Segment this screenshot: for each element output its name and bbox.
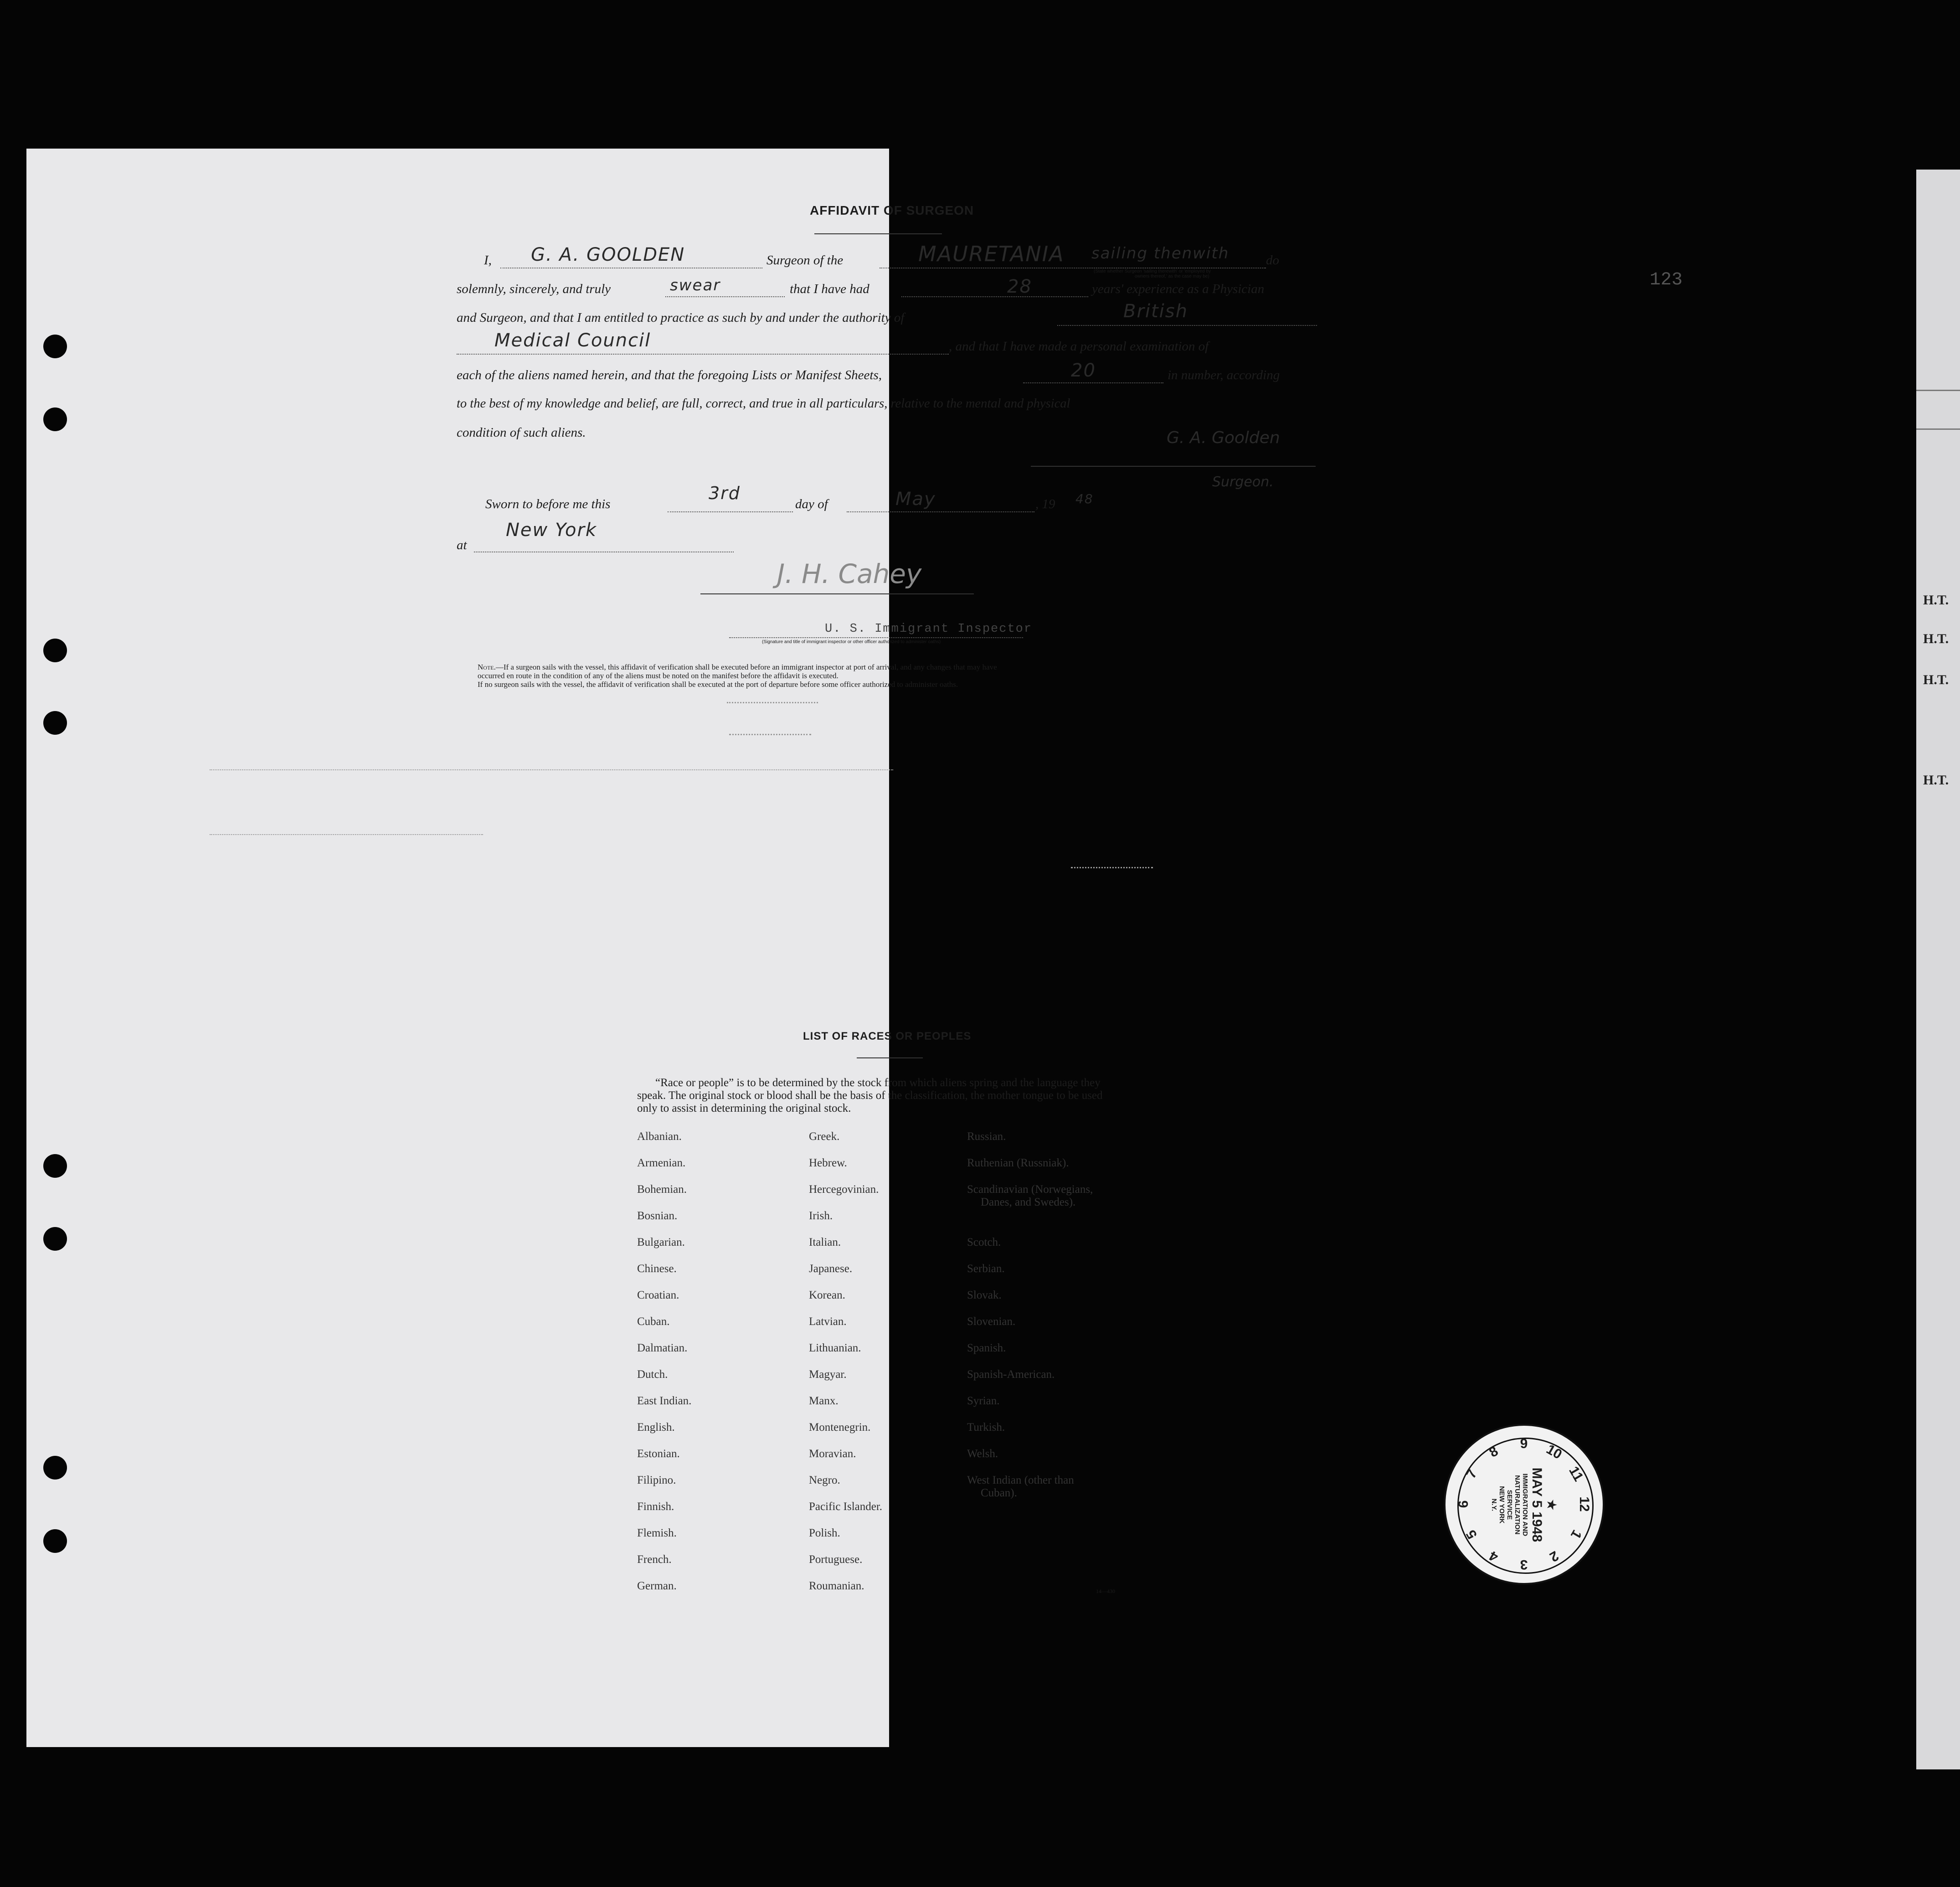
month-blank bbox=[847, 511, 1034, 512]
authority-1: British bbox=[1123, 301, 1188, 322]
star-icon: ★ bbox=[1544, 1498, 1559, 1511]
title-rule bbox=[814, 233, 942, 234]
document-page bbox=[26, 149, 889, 1747]
race-item-line: Danes, and Swedes). bbox=[981, 1196, 1076, 1208]
text-surgeon-of: Surgeon of the bbox=[767, 253, 844, 268]
text-each-alien: each of the aliens named herein, and that the foregoing Lists or Manifest Sheets, bbox=[457, 368, 882, 382]
stamp-line: SERVICE bbox=[1506, 1490, 1514, 1520]
inspector-signature-line bbox=[700, 593, 974, 594]
stamp-line: IMMIGRATION AND bbox=[1521, 1473, 1529, 1536]
adjacent-page-edge bbox=[1916, 170, 1960, 1769]
text-i: I, bbox=[484, 253, 492, 268]
race-item: Russian. bbox=[967, 1130, 1006, 1143]
text-solemnly: solemnly, sincerely, and truly bbox=[457, 282, 611, 296]
inspector-label: U. S. Immigrant Inspector bbox=[825, 622, 1033, 636]
sworn-day: 3rd bbox=[709, 483, 741, 503]
race-item: Croatian. bbox=[637, 1289, 679, 1301]
race-item: Finnish. bbox=[637, 1500, 674, 1513]
state-whether-note: (State whether Surgeon 'sailing therewith' or 'employed by bbox=[1094, 269, 1211, 274]
race-item: Turkish. bbox=[967, 1421, 1005, 1433]
authority-blank-1 bbox=[1057, 325, 1317, 326]
stamp-hour: 9 bbox=[1520, 1436, 1528, 1451]
authority-2: Medical Council bbox=[494, 330, 651, 351]
punch-hole bbox=[43, 711, 67, 735]
surgeon-signature: G. A. Goolden bbox=[1167, 428, 1280, 447]
race-item: Pacific Islander. bbox=[809, 1500, 883, 1513]
punch-hole bbox=[43, 1529, 67, 1553]
edge-mark: H.T. bbox=[1923, 773, 1949, 788]
faint-marks bbox=[727, 702, 818, 703]
races-title-rule bbox=[857, 1057, 923, 1058]
race-item: Portuguese. bbox=[809, 1553, 863, 1566]
vessel-name: MAURETANIA bbox=[918, 242, 1065, 266]
race-item: Latvian. bbox=[809, 1315, 847, 1328]
race-item: Slovak. bbox=[967, 1289, 1002, 1301]
note-line-2: occurred en route in the condition of any of the aliens must be noted on the manifest before the affidavit is executed. bbox=[478, 671, 839, 680]
faint-marks bbox=[210, 834, 483, 835]
stamp-hour: 12 bbox=[1577, 1496, 1592, 1512]
race-item: Italian. bbox=[809, 1236, 841, 1248]
race-item-line: Scandinavian (Norwegians, bbox=[967, 1183, 1093, 1196]
race-item: English. bbox=[637, 1421, 675, 1433]
race-item: Cuban. bbox=[637, 1315, 670, 1328]
race-item: Welsh. bbox=[967, 1448, 998, 1460]
race-item: Spanish-American. bbox=[967, 1368, 1055, 1381]
text-and-surgeon: and Surgeon, and that I am entitled to practice as such by and under the authority of bbox=[457, 310, 905, 325]
note-text-1: —If a surgeon sails with the vessel, this affidavit of verification shall be executed before an immigrant inspector at port of arrival, and any changes that may have bbox=[495, 663, 997, 671]
edge-divider bbox=[1916, 390, 1960, 391]
note-line-3: If no surgeon sails with the vessel, the affidavit of verification shall be executed at the port of departure before some officer authorized to administer oaths. bbox=[478, 680, 958, 689]
faint-marks bbox=[1071, 867, 1153, 868]
stamp-hour: 10 bbox=[1543, 1441, 1564, 1462]
note-lead: Note. bbox=[478, 663, 496, 671]
text-year-prefix: , 19 bbox=[1035, 497, 1055, 511]
race-item: Scotch. bbox=[967, 1236, 1001, 1248]
punch-hole bbox=[43, 335, 67, 358]
race-item: Chinese. bbox=[637, 1263, 677, 1275]
race-item: Dutch. bbox=[637, 1368, 668, 1381]
race-item: Greek. bbox=[809, 1130, 840, 1143]
race-item: Filipino. bbox=[637, 1474, 676, 1486]
sworn-place: New York bbox=[506, 520, 597, 541]
stamp-hour: 6 bbox=[1456, 1500, 1471, 1508]
sheets-count: 20 bbox=[1071, 360, 1096, 381]
race-item: Spanish. bbox=[967, 1342, 1006, 1354]
race-item: Bohemian. bbox=[637, 1183, 687, 1196]
owners-note: owners thereof,' as the case may be) bbox=[1135, 274, 1209, 279]
race-item: Irish. bbox=[809, 1210, 833, 1222]
authority-blank-2 bbox=[457, 354, 949, 355]
race-item: Armenian. bbox=[637, 1157, 686, 1169]
inspector-label-line bbox=[729, 637, 1023, 638]
edge-mark: H.T. bbox=[1923, 631, 1949, 646]
races-intro-text: “Race or people” is to be determined by the stock from which aliens spring and the language they speak. The original stock or blood shall be the basis of the classification, the mother tongue to be used only to assist in determining the original stock. bbox=[637, 1077, 1103, 1114]
faint-marks bbox=[729, 734, 811, 735]
stamp-text bbox=[1491, 1467, 1559, 1542]
punch-hole bbox=[43, 1456, 67, 1480]
stamp-date: MAY 5 1948 bbox=[1529, 1467, 1545, 1542]
text-do: do bbox=[1266, 253, 1279, 268]
race-item: Syrian. bbox=[967, 1395, 1000, 1407]
punch-hole bbox=[43, 1227, 67, 1251]
stamp-line: NEW YORK bbox=[1498, 1485, 1506, 1524]
race-item: Flemish. bbox=[637, 1527, 677, 1539]
race-item: Negro. bbox=[809, 1474, 840, 1486]
races-intro bbox=[637, 1077, 1122, 1115]
text-have-had: that I have had bbox=[790, 282, 869, 296]
race-item: Manx. bbox=[809, 1395, 839, 1407]
punch-hole bbox=[43, 1154, 67, 1178]
oath-blank bbox=[665, 296, 785, 297]
sworn-month: May bbox=[895, 489, 936, 510]
race-item: Albanian. bbox=[637, 1130, 682, 1143]
stamp-hour: 7 bbox=[1463, 1467, 1480, 1481]
edge-mark: H.T. bbox=[1923, 672, 1949, 687]
day-blank bbox=[668, 511, 793, 512]
form-number: 14—430 bbox=[1096, 1588, 1115, 1594]
edge-mark: H.T. bbox=[1923, 593, 1949, 608]
surgeon-title: Surgeon. bbox=[1212, 474, 1274, 490]
race-item: Ruthenian (Russniak). bbox=[967, 1157, 1069, 1169]
races-title: LIST OF RACES OR PEOPLES bbox=[803, 1030, 972, 1042]
sailing-status: sailing thenwith bbox=[1091, 244, 1230, 263]
text-day-of: day of bbox=[795, 497, 828, 511]
race-item-scandinavian bbox=[967, 1183, 1093, 1236]
stamp-line: NATURALIZATION bbox=[1513, 1475, 1522, 1535]
stamp-hour: 5 bbox=[1463, 1527, 1480, 1542]
stamp-hour: 3 bbox=[1520, 1557, 1528, 1572]
stamp-hour: 4 bbox=[1487, 1548, 1501, 1565]
race-item: Estonian. bbox=[637, 1448, 680, 1460]
race-item: Bulgarian. bbox=[637, 1236, 685, 1248]
race-item: Korean. bbox=[809, 1289, 845, 1301]
race-item: Polish. bbox=[809, 1527, 840, 1539]
race-item: Slovenian. bbox=[967, 1315, 1016, 1328]
race-item: Bosnian. bbox=[637, 1210, 678, 1222]
race-item: Lithuanian. bbox=[809, 1342, 861, 1354]
races-column-1 bbox=[637, 1130, 691, 1606]
punch-hole bbox=[43, 639, 67, 662]
race-item: Hebrew. bbox=[809, 1157, 847, 1169]
text-in-number: in number, according bbox=[1168, 368, 1280, 382]
sheets-blank bbox=[1023, 382, 1163, 383]
inspector-sublabel: (Signature and title of immigrant inspector or other officer authorized to administer oaths) bbox=[762, 639, 941, 644]
races-column-2 bbox=[809, 1130, 882, 1606]
stamp-hour: 8 bbox=[1487, 1443, 1501, 1460]
faint-marks bbox=[210, 769, 893, 770]
race-item: Magyar. bbox=[809, 1368, 847, 1381]
inspector-signature: J. H. Cahey bbox=[777, 558, 922, 589]
race-item: Roumanian. bbox=[809, 1580, 864, 1592]
stamp-center bbox=[1486, 1466, 1563, 1543]
text-best-knowledge: to the best of my knowledge and belief, are full, correct, and true in all particulars, relative to the mental and physical bbox=[457, 397, 1070, 411]
race-item: Hercegovinian. bbox=[809, 1183, 879, 1196]
race-item: French. bbox=[637, 1553, 672, 1566]
page-number: 123 bbox=[1650, 270, 1683, 290]
immigration-date-stamp bbox=[1444, 1424, 1605, 1585]
stamp-hour: 11 bbox=[1566, 1464, 1586, 1484]
race-item: Dalmatian. bbox=[637, 1342, 688, 1354]
race-item: Montenegrin. bbox=[809, 1421, 871, 1433]
signature-line bbox=[1031, 466, 1316, 467]
text-years-experience: years' experience as a Physician bbox=[1092, 282, 1265, 296]
race-item: Serbian. bbox=[967, 1263, 1005, 1275]
years-blank bbox=[901, 296, 1088, 297]
stamp-hour: 2 bbox=[1547, 1548, 1561, 1565]
race-item-west-indian bbox=[967, 1474, 1093, 1511]
stamp-line: N.Y. bbox=[1490, 1498, 1498, 1511]
race-item-line: Cuban). bbox=[981, 1487, 1017, 1499]
races-column-3 bbox=[967, 1130, 1093, 1511]
text-at: at bbox=[457, 538, 467, 552]
affidavit-title: AFFIDAVIT OF SURGEON bbox=[810, 203, 974, 217]
surgeon-name: G. A. GOOLDEN bbox=[531, 244, 685, 265]
race-item: Japanese. bbox=[809, 1263, 853, 1275]
punch-hole bbox=[43, 407, 67, 431]
sworn-year: 48 bbox=[1075, 491, 1094, 506]
race-item: East Indian. bbox=[637, 1395, 692, 1407]
text-condition: condition of such aliens. bbox=[457, 425, 586, 440]
stamp-hour: 1 bbox=[1568, 1527, 1585, 1542]
edge-divider bbox=[1916, 428, 1960, 430]
race-item: German. bbox=[637, 1580, 677, 1592]
years-value: 28 bbox=[1007, 276, 1032, 297]
text-personal-exam: , and that I have made a personal examination of bbox=[949, 339, 1209, 354]
text-sworn: Sworn to before me this bbox=[485, 497, 611, 511]
race-item: Moravian. bbox=[809, 1448, 856, 1460]
oath-word: swear bbox=[670, 276, 721, 294]
race-item-line: West Indian (other than bbox=[967, 1474, 1074, 1486]
note-line-1 bbox=[478, 663, 997, 671]
